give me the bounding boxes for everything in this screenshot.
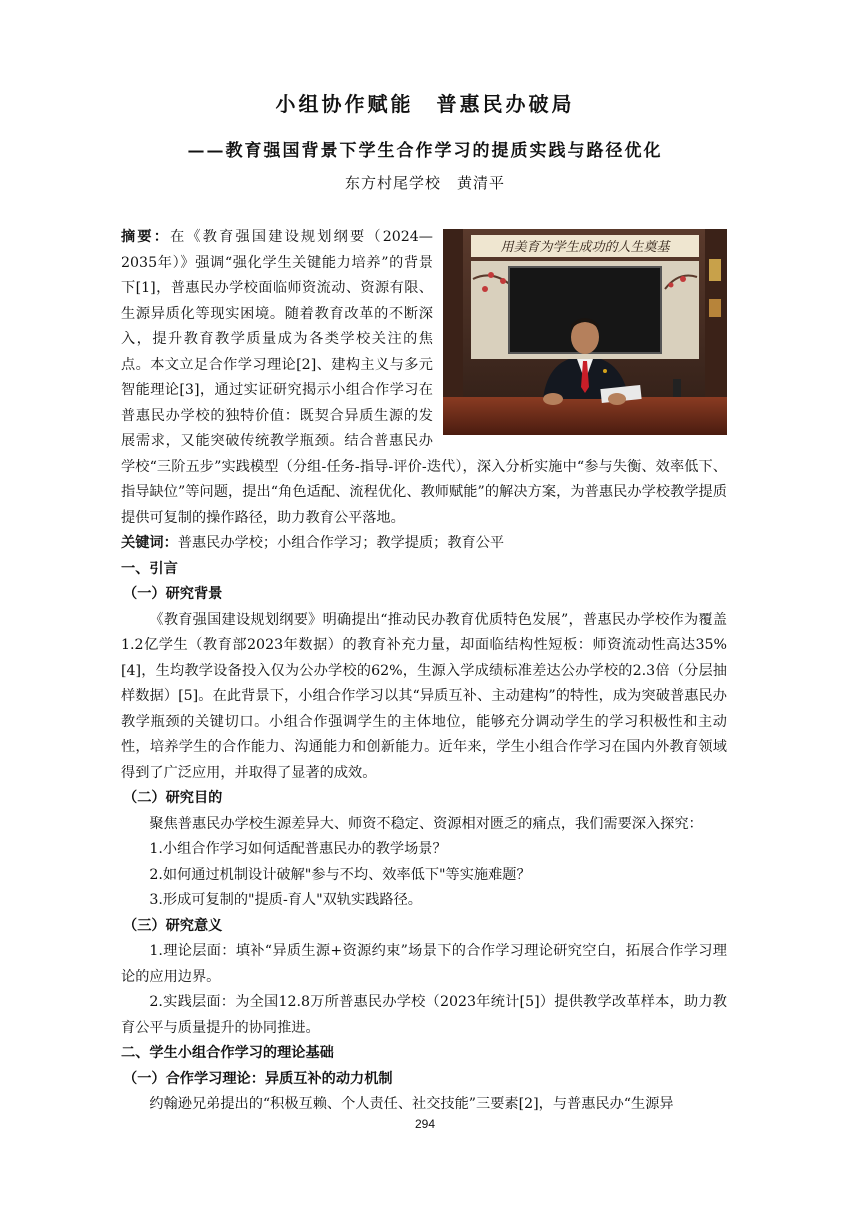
background-paragraph: 《教育强国建设规划纲要》明确提出“推动民办教育优质特色发展”，普惠民办学校作为覆盖1.2亿学生（教育部2023年数据）的教育补充力量，却面临结构性短板：师资流动性高达35%[4]，生均教学设备投入仅为公办学校的62%，生源入学成绩标准差达公办学校的2.3倍（分层抽样数据）[5]。在此背景下，小组合作学习以其“异质互补、主动建构”的特性，成为突破普惠民办教学瓶颈的关键切口。小组合作强调学生的主体地位，能够充分调动学生的学习积极性和主动性，培养学生的合作能力、沟通能力和创新能力。近年来，学生小组合作学习在国内外教育领域得到了广泛应用，并取得了显著的成效。: [121, 611, 727, 781]
subsection-heading-significance: （三）研究意义: [123, 917, 223, 934]
abstract-label: 摘要：: [121, 229, 171, 245]
significance-practice: 2.实践层面：为全国12.8万所普惠民办学校（2023年统计[5]）提供教学改革样本，助力教育公平与质量提升的协同推进。: [121, 994, 727, 1036]
subsection-heading-cooperative-theory: （一）合作学习理论：异质互补的动力机制: [123, 1070, 393, 1087]
section-heading-theory: 二、学生小组合作学习的理论基础: [121, 1045, 334, 1061]
author-line: 东方村尾学校 黄清平: [344, 174, 505, 192]
keywords-label: 关键词：: [121, 535, 178, 551]
page-title: 小组协作赋能 普惠民办破局: [275, 92, 575, 116]
portrait-photo: [443, 229, 727, 435]
subsection-heading-purpose: （二）研究目的: [123, 790, 223, 806]
purpose-question-3: 3.形成可复制的"提质-育人"双轨实践路径。: [149, 892, 422, 908]
purpose-question-2: 2.如何通过机制设计破解"参与不均、效率低下"等实施难题？: [149, 866, 531, 883]
portrait-photo-illustration: [443, 229, 727, 435]
banner-text: 用美育为学生成功的人生奠基: [500, 240, 670, 255]
purpose-paragraph: 聚焦普惠民办学校生源差异大、师资不稳定、资源相对匮乏的痛点，我们需要深入探究：: [149, 815, 703, 832]
abstract-block: [121, 225, 727, 1118]
abstract-text: 在《教育强国建设规划纲要（2024—2035年）》强调“强化学生关键能力培养”的背景下[1]，普惠民办学校面临师资流动、资源有限、生源异质化等现实困境。随着教育改革的不断深入，提升教育教学质量成为各类学校关注的焦点。本文立足合作学习理论[2]、建构主义与多元智能理论[3]，通过实证研究揭示小组合作学习在普惠民办学校的独特价值：既契合异质生源的发展需求，又能突破传统教学瓶颈。结合普惠民办学校“三阶五步”实践模型（分组-任务-指导-评价-迭代），深入分析实施中“参与失衡、效率低下、指导缺位”等问题，提出“角色适配、流程优化、教师赋能”的解决方案，为普惠民办学校教学提质提供可复制的操作路径，助力教育公平落地。: [121, 229, 727, 526]
keywords-text: 普惠民办学校；小组合作学习；教学提质；教育公平: [177, 535, 505, 551]
cooperative-theory-paragraph: 约翰逊兄弟提出的“积极互赖、个人责任、社交技能”三要素[2]，与普惠民办“生源异: [149, 1096, 674, 1112]
purpose-question-1: 1.小组合作学习如何适配普惠民办的教学场景？: [149, 841, 447, 857]
subsection-heading-background: （一）研究背景: [123, 586, 223, 602]
section-heading-intro: 一、引言: [121, 560, 178, 577]
significance-theory: 1.理论层面：填补“异质生源+资源约束”场景下的合作学习理论研究空白，拓展合作学习理论的应用边界。: [121, 943, 727, 985]
page-subtitle: ——教育强国背景下学生合作学习的提质实践与路径优化: [187, 141, 663, 161]
page-number: 294: [414, 1117, 436, 1131]
